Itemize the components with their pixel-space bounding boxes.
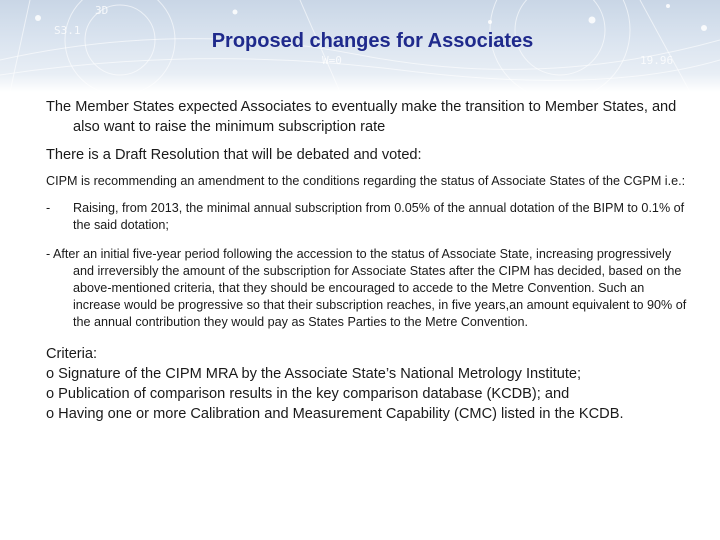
after-period-paragraph: - After an initial five-year period following the accession to the status of Associate State, increasing progressively and irreversibly the amount of the subscription for Associate States after the CIPM has decided, based on the above-mentioned criteria, that they should be encouraged to accede to the Metre Convention. Such an increase would be progressive so that their subscription reaches, in five years,an amount equivalent to 90% of the annual contribution they would pay as States Parties to the Metre Convention. [46, 247, 687, 329]
decor-label-2: 3D [95, 4, 109, 17]
raising-subscription-text: Raising, from 2013, the minimal annual subscription from 0.05% of the annual dotation of the BIPM to 0.1% of the said dotation; [73, 201, 685, 232]
cipm-recommendation-paragraph: CIPM is recommending an amendment to the conditions regarding the status of Associate States of the CGPM i.e.: [46, 174, 686, 188]
draft-resolution-paragraph: There is a Draft Resolution that will be debated and voted: [46, 147, 422, 163]
criteria-item: o Publication of comparison results in the key comparison database (KCDB); and [46, 386, 570, 402]
header-banner [0, 0, 720, 92]
criteria-heading: Criteria: [46, 346, 98, 362]
decor-label-3: W=0 [322, 54, 342, 67]
raising-subscription-item [46, 200, 690, 234]
criteria-block [46, 344, 690, 424]
dash-bullet: - [46, 201, 51, 215]
criteria-item: o Having one or more Calibration and Measurement Capability (CMC) listed in the KCDB. [46, 406, 624, 422]
criteria-item: o Signature of the CIPM MRA by the Associate State’s National Metrology Institute; [46, 366, 582, 382]
decor-label-1: S3.1 [54, 24, 81, 37]
slide-title: Proposed changes for Associates [211, 30, 534, 52]
slide-body [46, 97, 690, 424]
intro-paragraph: The Member States expected Associates to eventually make the transition to Member States, and also want to raise the minimum subscription rate [46, 99, 677, 135]
decor-label-4: 19.96 [640, 54, 674, 67]
